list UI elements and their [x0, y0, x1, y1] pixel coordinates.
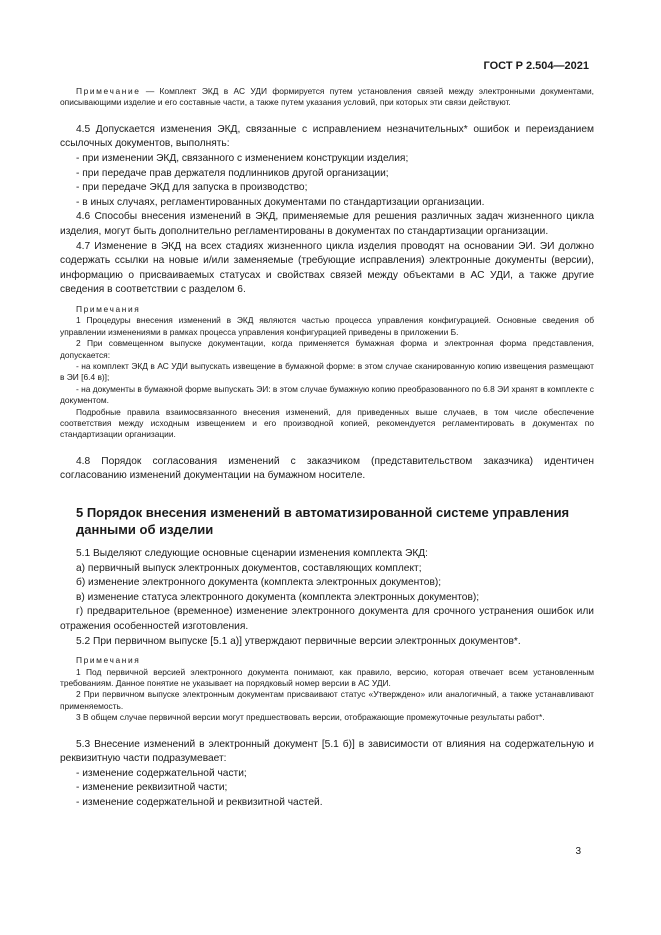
list-item: в) изменение статуса электронного документа (комплекта электронных документов); [76, 591, 480, 603]
note-item: 2 При первичном выпуске электронным документам присваивают статус «Утверждено» или аналогичный, а также устанавливают применяемость. [60, 689, 594, 711]
clause-4-8: 4.8 Порядок согласования изменений с заказчиком (представительством заказчика) идентичен согласованию изменений документации на бумажном носителе. [60, 455, 594, 482]
note-item: 1 Под первичной версией электронного документа понимают, как правило, версию, которая отвечает всем установленным требованиям. Данное понятие не указывает на порядковый номер версии в АС УДИ. [60, 666, 594, 688]
page-body [60, 86, 594, 811]
list-item: - при изменении ЭКД, связанного с изменением конструкции изделия; [76, 153, 409, 164]
note-item: Подробные правила взаимосвязанного внесения изменений, для приведенных выше случаев, в том числе обеспечение соответствия между исходным извещением и его производной копией, рекомендуется регламентировать в документах по стандартизации организации. [60, 406, 594, 440]
list-item: г) предварительное (временное) изменение электронного документа для срочного устранения ошибок или отражения особенностей изготовления. [60, 606, 594, 632]
list-item: а) первичный выпуск электронных документов, составляющих комплект; [76, 562, 422, 574]
list-item: б) изменение электронного документа (комплекта электронных документов); [76, 577, 442, 589]
clause-5-3: 5.3 Внесение изменений в электронный документ [5.1 б)] в зависимости от влияния на содержательную и реквизитную части подразумевает: [60, 738, 594, 765]
clause-4-5: 4.5 Допускается изменения ЭКД, связанные с исправлением незначительных* ошибок и переизданием ссылочных документов, выполнять: [60, 123, 594, 150]
list-item: - изменение реквизитной части; [76, 782, 228, 794]
notes-label: Примечания [76, 655, 141, 666]
list-item: - при передаче ЭКД для запуска в производство; [76, 182, 308, 194]
note-text: — Комплект ЭКД в АС УДИ формируется путем установления связей между электронными документами, описывающими изделие и его составные части, а также путем указания условий, при которых эти связи действуют. [60, 86, 594, 108]
note-item: 2 При совмещенном выпуске документации, когда применяется бумажная форма и электронная форма представления, допускается: [60, 338, 594, 360]
list-item: - в иных случаях, регламентированных документами по стандартизации организации. [76, 196, 485, 208]
clause-4-6: 4.6 Способы внесения изменений в ЭКД, применяемые для решения различных задач жизненного цикла изделия, могут быть дополнительно регламентированы в документах по стандартизации организации. [60, 211, 594, 237]
clause-5-2: 5.2 При первичном выпуске [5.1 а)] утверждают первичные версии электронных документов*. [76, 635, 521, 647]
notes-label: Примечания [76, 303, 141, 314]
note-label: Примечание [76, 86, 141, 96]
clause-4-7: 4.7 Изменение в ЭКД на всех стадиях жизненного цикла изделия проводят на основании ЭИ. ЭИ должно содержать ссылки на новые и/или заменяемые (требующие исправления) электронные документы (версии), информацию о присваиваемых статусах и свойствах связей между объектами в АС УДИ, а также другие сведения в соответствии с разделом 6. [60, 240, 594, 296]
note-paragraph [60, 86, 594, 109]
section-5-heading: 5 Порядок внесения изменений в автоматизированной системе управления данными об изделии [76, 505, 570, 537]
list-item: - изменение содержательной части; [76, 767, 247, 779]
page-number: 3 [575, 846, 581, 857]
list-item: - при передаче прав держателя подлинников другой организации; [76, 167, 389, 179]
note-item: - на документы в бумажной форме выпускать ЭИ: в этом случае бумажную копию преобразованного по 6.8 ЭИ хранят в комплекте с документом. [60, 383, 594, 406]
standard-header: ГОСТ Р 2.504—2021 [483, 60, 589, 72]
note-item: 1 Процедуры внесения изменений в ЭКД являются частью процесса управления конфигурацией. Основные сведения об управлении изменениями в рамках процесса управления конфигурацией приведены в приложении Б. [60, 315, 594, 337]
list-item: - изменение содержательной и реквизитной частей. [76, 796, 323, 808]
clause-5-1: 5.1 Выделяют следующие основные сценарии изменения комплекта ЭКД: [76, 548, 429, 559]
note-item: 3 В общем случае первичной версии могут предшествовать версии, отображающие промежуточные результаты работ*. [76, 712, 545, 723]
note-item: - на комплект ЭКД в АС УДИ выпускать извещение в бумажной форме: в этом случае сканированную копию извещения размещают в ЭИ [6.4 в)]; [60, 360, 594, 383]
